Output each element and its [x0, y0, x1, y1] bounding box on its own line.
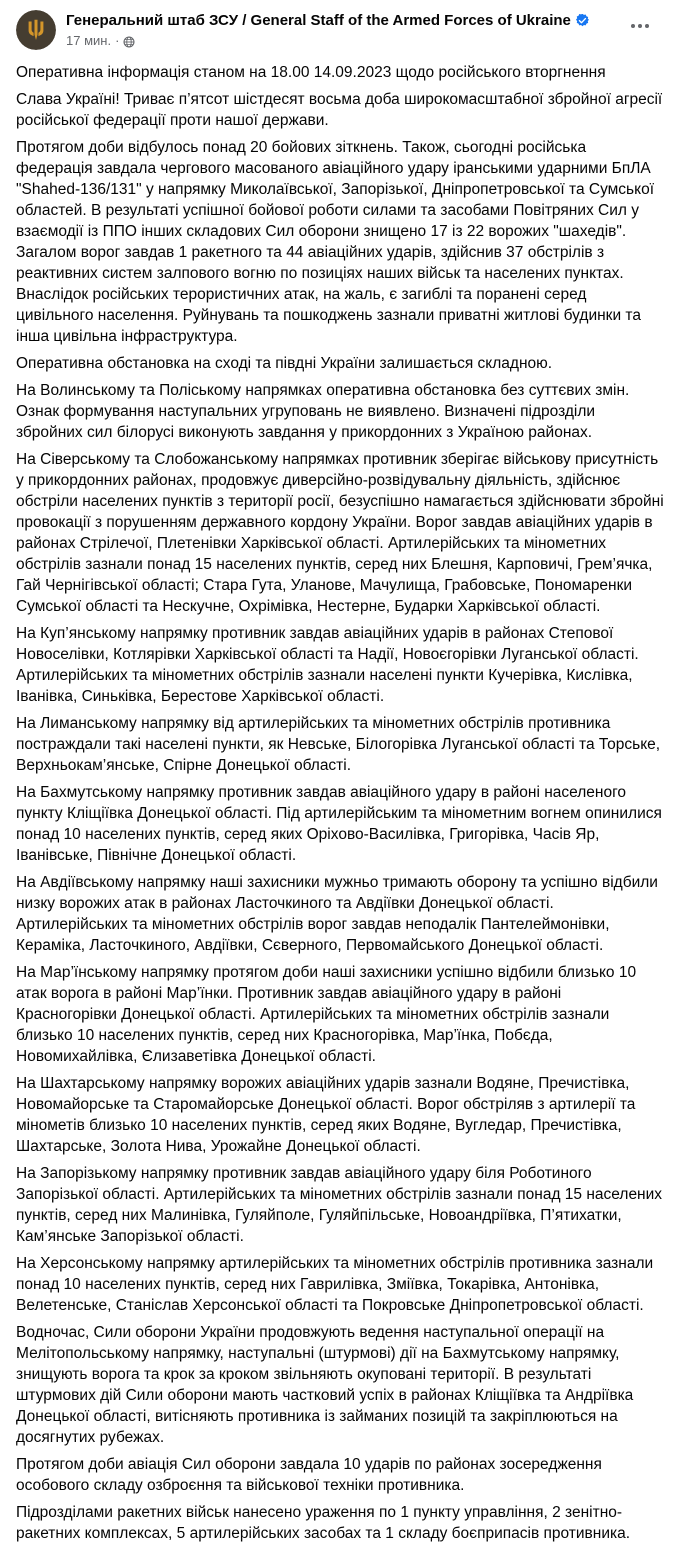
page-name-link[interactable]: Генеральний штаб ЗСУ / General Staff of the Armed Forces of Ukraine — [66, 12, 571, 29]
verified-badge-icon — [576, 14, 589, 27]
globe-privacy-icon — [123, 36, 135, 48]
post-paragraph: На Запорізькому напрямку противник завдав авіаційного удару біля Роботиного Запорізької області. Артилерійських та мінометних обстрілів зазнали понад 15 населених пунктів, серед них Малинівка, Гуляйполе, Гуляйпільське, Новоандріївка, П’ятихатки, Кам’янське Запорізької області. — [16, 1165, 663, 1245]
trident-emblem-icon — [16, 10, 56, 50]
post-paragraph: Слава Україні! Триває п’ятсот шістдесят восьма доба широкомасштабної збройної агресії російської федерації проти нашої держави. — [16, 91, 663, 129]
post-meta-row — [66, 33, 665, 49]
post-paragraph: Протягом доби авіація Сил оборони завдала 10 ударів по районах зосередження особового складу озброєння та військової техніки противника. — [16, 1456, 602, 1494]
post-paragraph: На Волинському та Поліському напрямках оперативна обстановка без суттєвих змін. Ознак формування наступальних угруповань не виявлено. Визначені підрозділи збройних сил білорусі виконують завдання у прикордонних з Україною районах. — [16, 382, 630, 441]
page-avatar[interactable] — [16, 10, 56, 50]
post-text — [16, 62, 665, 1544]
post-paragraph: На Бахмутському напрямку противник завдав авіаційного удару в районі населеного пункту Кліщіївка Донецької області. Під артилерійським та мінометним вогнем опинилися понад 10 населених пунктів, серед яких Оріхово-Василівка, Григорівка, Часів Яр, Іванівське, Північне Донецької області. — [16, 784, 662, 864]
meta-separator: · — [115, 33, 120, 48]
post-paragraph: На Авдіївському напрямку наші захисники мужньо тримають оборону та успішно відбили низку ворожих атак в районах Ласточкиного та Авдіївки Донецької області. Артилерійських та мінометних обстрілів ворог завдав неподалік Пантелеймонівки, Кераміка, Ласточкиного, Авдіївки, Сєверного, Первомайського Донецької області. — [16, 874, 658, 954]
post-header — [16, 10, 665, 50]
post-paragraph: Протягом доби відбулось понад 20 бойових зіткнень. Також, сьогодні російська федерація завдала чергового масованого авіаційного удару іранськими ударними БпЛА "Shahed-136/131" у напрямку Миколаївської, Запорізької, Дніпропетровської та Сумської областей. В результаті успішної бойової роботи силами та засобами Повітряних Сил у взаємодії із ППО інших складових Сил оборони знищено 17 із 22 ворожих "шахедів". Загалом ворог завдав 1 ракетного та 44 авіаційних ударів, здійснив 37 обстрілів з реактивних систем залпового вогню по позиціях наших військ та населених пунктах. Внаслідок російських терористичних атак, на жаль, є загиблі та поранені серед цивільного населення. Руйнувань та пошкоджень зазнали приватні житлові будинки та інша цивільна інфраструктура. — [16, 139, 655, 345]
header-text — [66, 10, 665, 49]
post-paragraph: На Мар’їнському напрямку протягом доби наші захисники успішно відбили близько 10 атак ворога в районі Мар’їнки. Противник завдав авіаційного удару в районі Красногорівки Донецької області. Артилерійських та мінометних обстрілів зазнали близько 10 населених пунктів, серед них Красногорівка, Мар’їнка, Побєда, Новомихайлівка, Єлизаветівка Донецької області. — [16, 964, 637, 1065]
more-options-dots-icon — [631, 24, 649, 28]
post-paragraph: Водночас, Сили оборони України продовжують ведення наступальної операції на Мелітопольському напрямку, наступальні (штурмові) дії на Бахмутському напрямку, знищують ворога та крок за кроком звільняють окуповані території. В результаті штурмових дій Сили оборони мають частковий успіх в районах Кліщіївка та Андріївка Донецької області, витісняють противника із займаних позицій та закріплюються на досягнутих рубежах. — [16, 1324, 634, 1446]
post-paragraph: На Куп’янському напрямку противник завдав авіаційних ударів в районах Степової Новоселівки, Котлярівки Харківської області та Надії, Новоєгорівки Луганської області. Артилерійських та мінометних обстрілів зазнали населені пункти Кучерівка, Кислівка, Іванівка, Синьківка, Берестове Харківської області. — [16, 625, 639, 705]
more-options-button[interactable] — [627, 18, 653, 34]
page-name-row — [66, 11, 665, 30]
post-timestamp[interactable]: 17 мин. — [66, 33, 112, 48]
post-paragraph: На Сіверському та Слобожанському напрямках противник зберігає військову присутність у прикордонних районах, продовжує диверсійно-розвідувальну діяльність, здійснює обстріли населених пунктів з території росії, безуспішно намагається здійснювати збройні провокації з порушенням державного кордону України. Ворог завдав авіаційних ударів в районах Стрілечої, Плетенівки Харківської області. Артилерійських та мінометних обстрілів зазнали понад 15 населених пунктів, серед них Блешня, Карповичі, Грем’ячка, Гай Чернігівської області; Стара Гута, Уланове, Мачулища, Грабовське, Пономаренки Сумської області та Нескучне, Охрімівка, Нестерне, Бударки Харківської області. — [16, 451, 664, 615]
post-paragraph: На Лиманському напрямку від артилерійських та мінометних обстрілів противника постраждали такі населені пункти, як Невське, Білогорівка Луганської області та Торське, Верхньокам’янське, Спірне Донецької області. — [16, 715, 661, 774]
post-paragraph: Оперативна обстановка на сході та півдні України залишається складною. — [16, 355, 553, 372]
post-paragraph: Підрозділами ракетних військ нанесено ураження по 1 пункту управління, 2 зенітно-ракетних комплексах, 5 артилерійських засобах та 1 складу боєприпасів противника. — [16, 1504, 631, 1542]
post-paragraph: На Шахтарському напрямку ворожих авіаційних ударів зазнали Водяне, Пречистівка, Новомайорське та Старомайорське Донецької області. Ворог обстріляв з артилерії та мінометів близько 10 населених пунктів, серед яких Водяне, Вугледар, Пречистівка, Шахтарське, Золота Нива, Урожайне Донецької області. — [16, 1075, 636, 1155]
post-paragraph: На Херсонському напрямку артилерійських та мінометних обстрілів противника зазнали понад 10 населених пунктів, серед них Гаврилівка, Зміївка, Токарівка, Антонівка, Велетенське, Станіслав Херсонської області та Покровське Дніпропетровської області. — [16, 1255, 654, 1314]
post-paragraph: Оперативна інформація станом на 18.00 14.09.2023 щодо російського вторгнення — [16, 64, 606, 81]
